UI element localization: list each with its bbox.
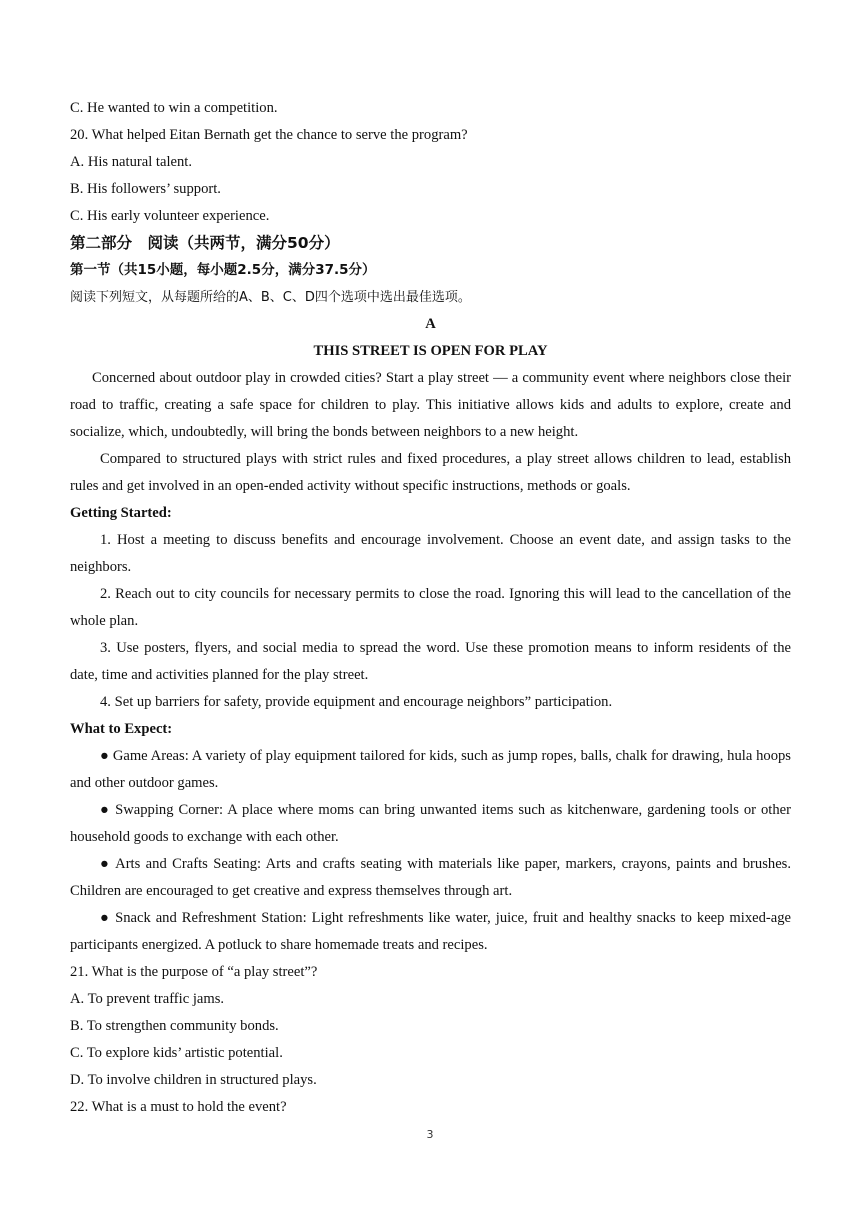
step-item: 3. Use posters, flyers, and social media to spread the word. Use these promotion means to inform residents of the date, time and activities planned for the play street. bbox=[70, 640, 791, 683]
what-to-expect-heading: What to Expect: bbox=[70, 721, 173, 737]
option-line: C. He wanted to win a competition. bbox=[70, 100, 278, 116]
option-line: B. To strengthen community bonds. bbox=[70, 1018, 279, 1034]
question-line: 22. What is a must to hold the event? bbox=[70, 1099, 287, 1115]
passage-title: THIS STREET IS OPEN FOR PLAY bbox=[313, 343, 548, 359]
section-instruction: 阅读下列短文，从每题所给的A、B、C、D四个选项中选出最佳选项。 bbox=[70, 290, 471, 305]
option-line: D. To involve children in structured plays. bbox=[70, 1072, 317, 1088]
option-line: C. To explore kids’ artistic potential. bbox=[70, 1045, 283, 1061]
step-item: 1. Host a meeting to discuss benefits and encourage involvement. Choose an event date, and assign tasks to the neighbors. bbox=[70, 532, 791, 575]
expect-item: ● Swapping Corner: A place where moms can bring unwanted items such as kitchenware, gardening tools or other household goods to exchange with each other. bbox=[70, 802, 791, 845]
option-line: C. His early volunteer experience. bbox=[70, 208, 270, 224]
expect-item: ● Arts and Crafts Seating: Arts and crafts seating with materials like paper, markers, crayons, paints and brushes. Children are encouraged to get creative and express themselves through art. bbox=[70, 856, 791, 899]
section-part-title: 第二部分 阅读（共两节，满分50分） bbox=[70, 234, 340, 252]
step-item: 4. Set up barriers for safety, provide equipment and encourage neighbors” participation. bbox=[100, 694, 613, 710]
page-content bbox=[70, 95, 791, 1121]
expect-item: ● Game Areas: A variety of play equipment tailored for kids, such as jump ropes, balls, chalk for drawing, hula hoops and other outdoor games. bbox=[70, 748, 791, 791]
section-subtitle: 第一节（共15小题，每小题2.5分，满分37.5分） bbox=[70, 262, 376, 278]
option-line: A. His natural talent. bbox=[70, 154, 192, 170]
step-item: 2. Reach out to city councils for necessary permits to close the road. Ignoring this will lead to the cancellation of the whole plan. bbox=[70, 586, 791, 629]
passage-paragraph: Concerned about outdoor play in crowded cities? Start a play street — a community event where neighbors close their road to traffic, creating a safe space for children to play. This initiative allows kids and adults to explore, create and socialize, which, undoubtedly, will bring the bonds between neighbors to a new height. bbox=[70, 370, 791, 440]
passage-letter: A bbox=[425, 316, 436, 332]
question-line: 20. What helped Eitan Bernath get the chance to serve the program? bbox=[70, 127, 468, 143]
expect-item: ● Snack and Refreshment Station: Light refreshments like water, juice, fruit and healthy snacks to keep mixed-age participants energized. A potluck to share homemade treats and recipes. bbox=[70, 910, 791, 953]
question-line: 21. What is the purpose of “a play street”? bbox=[70, 964, 318, 980]
page-number: 3 bbox=[426, 1128, 434, 1141]
option-line: B. His followers’ support. bbox=[70, 181, 221, 197]
option-line: A. To prevent traffic jams. bbox=[70, 991, 225, 1007]
getting-started-heading: Getting Started: bbox=[70, 505, 172, 521]
passage-paragraph: Compared to structured plays with strict rules and fixed procedures, a play street allows children to lead, establish rules and get involved in an open-ended activity without specific instructions, methods or goals. bbox=[70, 451, 791, 494]
